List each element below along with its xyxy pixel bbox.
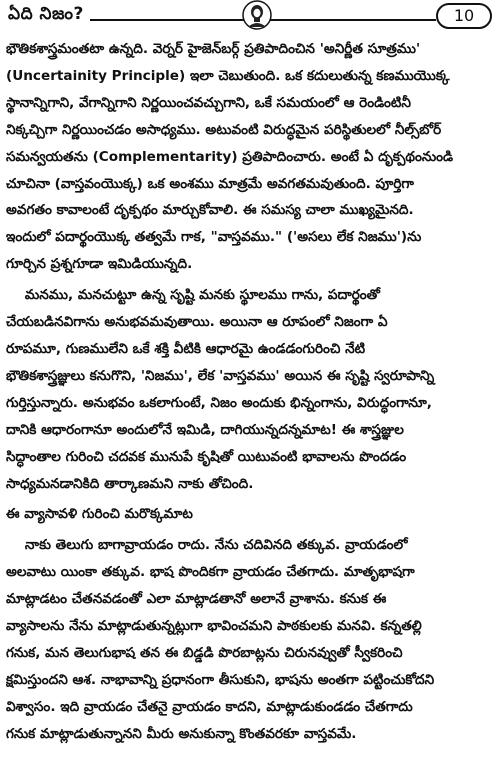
text-line: అవగతం కావాలంటే దృక్పథం మార్చుకోవాలి. ఈ సమస్య చాలా ముఖ్యమైనది. — [6, 202, 414, 219]
text-line: వ్యాసాలను నేను మాట్లాడుతున్నట్లుగా భావించమని పాఠకులకు మనవి. కన్నతల్లి — [6, 618, 422, 635]
page-number: 10 — [436, 3, 492, 29]
text-line: స్థానాన్నిగాని, వేగాన్నిగాని నిర్ణయించవచ్చుగాని, ఒకే సమయంలో ఆ రెండింటినీ — [6, 94, 411, 111]
paragraph-3 — [6, 532, 496, 747]
paragraph-2 — [6, 282, 496, 497]
book-title: ఏది నిజం? — [8, 4, 90, 28]
text-line: నాకు తెలుగు బాగావ్రాయడం రాదు. నేను చదివినది తక్కువ. వ్రాయడంలో — [6, 537, 408, 554]
text-line: ఇందులో పదార్థంయొక్క తత్వమే గాక, "వాస్తవము." ('అసలు లేక నిజము')ను — [6, 229, 422, 246]
text-line: రూపమూ, గుణములేని ఒకే శక్తి వీటికి ఆధారమై ఉండడంగురించి నేటి — [6, 340, 366, 357]
text-line: సాధ్యమనడానికిది తార్కాణమని నాకు తోచింది. — [6, 475, 254, 492]
text-line: సమన్వయతను (Complementarity) ప్రతిపాదించారు. అంటే ఏ దృక్పథంనుండి — [6, 148, 454, 165]
text-line: మాట్లాడటం చేతనవడంతో ఎలా మాట్లాడతానో అలానే వ్రాశాను. కనుక ఈ — [6, 591, 387, 608]
text-line: చేయబడినవిగాను అనుభవమవుతాయి. అయినా ఆ రూపంలో నిజంగా ఏ — [6, 314, 388, 331]
author-portrait-icon — [242, 0, 272, 30]
text-line: అలవాటు యింకా తక్కువ. భాష పొందికగా వ్రాయడం చేతగాదు. మాతృభాషగా — [6, 564, 415, 581]
section-heading-block — [6, 501, 496, 528]
text-line: దానికి ఆధారంగానూ అందులోనే ఇమిడి, దాగియున్నదన్నమాట! ఈ శాస్త్రజ్ఞుల — [6, 421, 404, 438]
text-line: భౌతికశాస్త్రజ్ఞులు కనుగొని, 'నిజము', లేక 'వాస్తవము' అయిన ఈ సృష్టి స్వరూపాన్ని — [6, 367, 435, 384]
page-header — [0, 0, 500, 34]
text-line: గూర్చిన ప్రశ్నగూడా ఇమిడియున్నది. — [6, 256, 193, 273]
text-line: గుర్తిస్తున్నారు. అనుభవం ఒకలాగుంటే, నిజం అందుకు భిన్నంగాను, విరుద్ధంగానూ, — [6, 394, 432, 411]
text-line: సిద్ధాంతాల గురించి చదవక మునుపే కృషితో యిటువంటి భావాలను పొందడం — [6, 448, 407, 465]
text-line: భౌతికశాస్త్రమంతటా ఉన్నది. వెర్నర్ హైజెన్‌బర్గ్ ప్రతిపాదించిన 'అనిర్ణీత సూత్రము' — [6, 41, 421, 57]
text-line: గనుక, మన తెలుగుభాష తన ఈ బిడ్డడి పొరబాట్లను చిరునవ్వుతో స్వీకరించి — [6, 644, 403, 661]
text-line: నిక్కచ్చిగా నిర్ణయించడం అసాధ్యము. అటువంటి విరుద్ధమైన పరిస్థితులలో నీల్స్‌బోర్ — [6, 121, 442, 138]
text-line: విశ్వాసం. ఇది వ్రాయడం చేతనై వ్రాయడం కాదని, మాట్లాడుకుండడం చేతగాదు — [6, 698, 413, 715]
text-line: మనము, మనచుట్టూ ఉన్న సృష్టి మనకు స్థూలము గాను, పదార్థంతో — [6, 287, 380, 304]
text-line: (Uncertainity Principle) ఇలా చెబుతుంది. ఒక కదులుతున్న కణముయొక్క — [6, 67, 450, 84]
text-line: చూచినా (వాస్తవంయొక్క) ఒక అంశము మాత్రమే అవగతమవుతుంది. పూర్తిగా — [6, 175, 414, 192]
paragraph-1 — [6, 36, 496, 278]
text-line: గనుక మాట్లాడుతున్నానని మీరు అనుకున్నా కొంతవరకూ వాస్తవమే. — [6, 725, 357, 742]
text-line: క్షమిస్తుందని ఆశ. నాభావాన్ని ప్రధానంగా తీసుకుని, భాషను అంతగా పట్టించుకోదని — [6, 671, 435, 688]
document-body — [6, 36, 496, 752]
section-heading: ఈ వ్యాసావళి గురించి మరొక్కమాట — [6, 506, 193, 523]
